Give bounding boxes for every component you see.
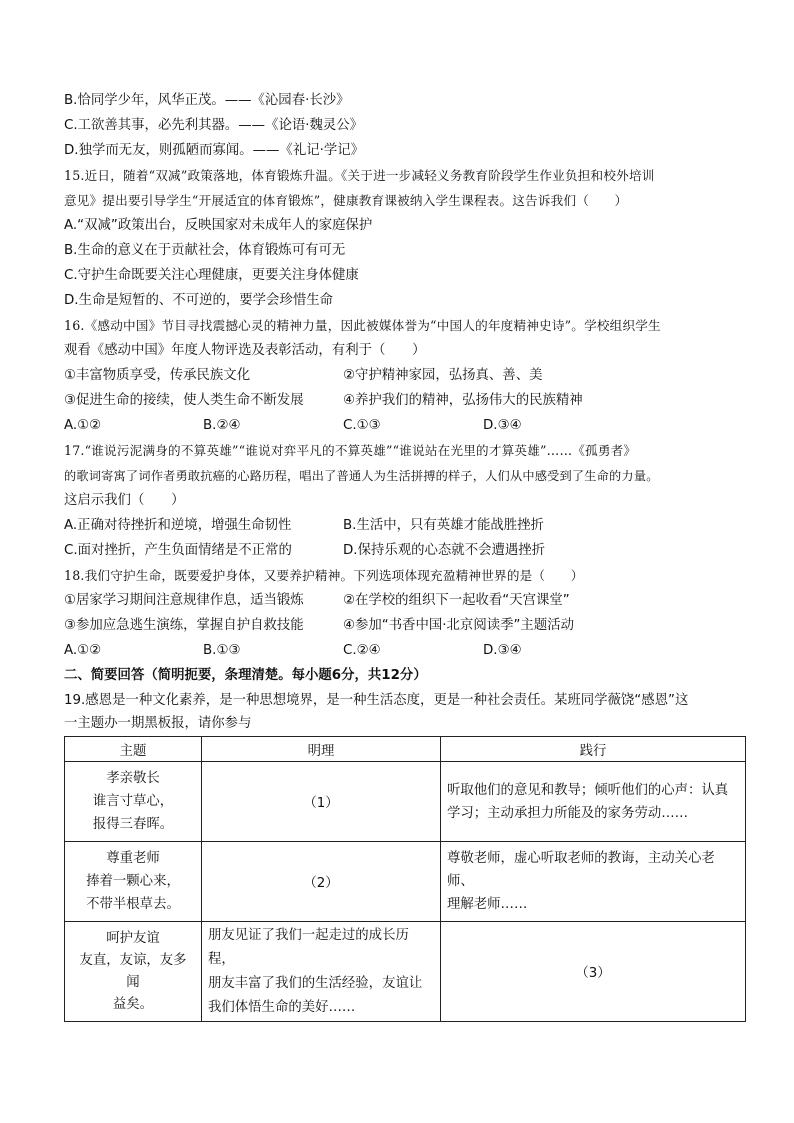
topic-quote-line: 报得三春晖。	[92, 817, 174, 832]
q18-option-c: C.②④	[343, 643, 381, 658]
q15-option-d: D.生命是短暂的、不可逆的，要学会珍惜生命	[64, 293, 333, 308]
q18-option-b: B.①③	[203, 643, 241, 658]
practice-line: 学习；主动承担力所能及的家务劳动……	[447, 805, 689, 821]
q16-option-a: A.①②	[64, 418, 102, 433]
answer-blank-2: （2）	[202, 842, 441, 922]
q17-option-b: B.生活中，只有英雄才能战胜挫折	[343, 518, 544, 533]
topic-quote-line: 闻	[126, 974, 140, 990]
topic-quote-line: 捧着一颗心来，	[86, 874, 180, 889]
answer-blank-1: （1）	[202, 762, 441, 842]
topic-title: 呵护友谊	[106, 930, 160, 946]
table-row	[65, 922, 746, 1022]
reason-cell	[202, 922, 441, 1022]
topic-quote-line: 不带半根草去。	[86, 897, 180, 912]
header-topic: 主题	[65, 737, 202, 762]
q19-stem-line1: 19.感恩是一种文化素养，是一种思想境界，是一种生活态度，更是一种社会责任。某班同学薇饶“感恩”这	[64, 693, 689, 708]
q18-statement-3: ③参加应急逃生演练，掌握自护自救技能	[64, 618, 304, 633]
answer-blank-3: （3）	[441, 922, 746, 1022]
q18-statement-1: ①居家学习期间注意规律作息，适当锻炼	[64, 593, 304, 608]
topic-title: 尊重老师	[106, 851, 160, 866]
blackboard-table	[64, 736, 746, 1022]
table-row	[65, 842, 746, 922]
table-header-row	[65, 737, 746, 762]
topic-quote-line: 谁言寸草心，	[92, 794, 174, 809]
q18-options-row	[64, 641, 744, 661]
header-practice: 践行	[441, 737, 746, 762]
q14-option-d: D.独学而无友，则孤陋而寡闻。——《礼记·学记》	[64, 143, 365, 158]
q18-option-d: D.③④	[483, 643, 522, 658]
q17-option-c: C.面对挫折，产生负面情绪是不正常的	[64, 543, 292, 558]
q15-stem-line2: 意见》提出要引导学生“开展适宜的体育锻炼”，健康教育课被纳入学生课程表。这告诉我们（ ）	[64, 193, 628, 208]
q14-option-c: C.工欲善其事，必先利其器。——《论语·魏灵公》	[64, 118, 364, 133]
q17-options-row2	[64, 541, 744, 561]
reason-line: 朋友见证了我们一起走过的成长历程，	[208, 927, 409, 967]
q16-statement-3: ③促进生命的接续，使人类生命不断发展	[64, 393, 304, 408]
q17-options-row1	[64, 516, 744, 536]
q16-statements-row2	[64, 391, 744, 411]
q16-stem-line2: 观看《感动中国》年度人物评选及表彰活动，有利于（ ）	[64, 343, 426, 358]
q18-statements-row1	[64, 591, 744, 611]
q17-stem-line3: 这启示我们（ ）	[64, 493, 185, 508]
header-reason: 明理	[202, 737, 441, 762]
q18-stem: 18.我们守护生命，既要爱护身体，又要养护精神。下列选项体现充盈精神世界的是（ ）	[64, 568, 584, 583]
practice-line: 尊敬老师，虚心听取老师的教诲，主动关心老师、	[447, 851, 715, 889]
q16-option-b: B.②④	[203, 418, 241, 433]
practice-cell	[441, 842, 746, 922]
q16-statements-row1	[64, 366, 744, 386]
q16-option-c: C.①③	[343, 418, 381, 433]
q18-statement-2: ②在学校的组织下一起收看“天宫课堂”	[343, 593, 570, 608]
q17-option-d: D.保持乐观的心态就不会遭遇挫折	[343, 543, 546, 558]
topic-cell	[65, 842, 202, 922]
q16-options-row	[64, 416, 744, 436]
topic-cell	[65, 762, 202, 842]
q18-option-a: A.①②	[64, 643, 102, 658]
reason-line: 朋友丰富了我们的生活经验，友谊让	[208, 975, 423, 991]
q18-statement-4: ④参加“书香中国·北京阅读季”主题活动	[343, 618, 574, 633]
q17-stem-line2: 的歌词寄寓了词作者勇敢抗癌的心路历程，唱出了普通人为生活拼搏的样子，人们从中感受到了生命的力量。	[64, 469, 659, 483]
q16-stem-line1: 16.《感动中国》节目寻找震撼心灵的精神力量，因此被媒体誉为“中国人的年度精神史诗”。学校组织学生	[64, 318, 661, 333]
section-heading: 二、简要回答（简明扼要，条理清楚。每小题6分，共12分）	[64, 668, 427, 683]
q18-statements-row2	[64, 616, 744, 636]
q15-option-a: A.“双减”政策出台，反映国家对未成年人的家庭保护	[64, 218, 373, 233]
practice-line: 听取他们的意见和教导；倾听他们的心声：认真	[447, 782, 729, 798]
q16-statement-2: ②守护精神家园，弘扬真、善、美	[343, 368, 543, 383]
q15-option-b: B.生命的意义在于贡献社会，体育锻炼可有可无	[64, 243, 346, 258]
q15-stem-line1: 15.近日，随着“双减”政策落地，体育锻炼升温。《关于进一步减轻义务教育阶段学生作业负担和校外培训	[64, 168, 655, 183]
reason-line: 我们体悟生命的美好……	[208, 999, 356, 1015]
practice-cell	[441, 762, 746, 842]
q14-option-b: B.恰同学少年，风华正茂。——《沁园春·长沙》	[64, 93, 350, 108]
topic-title: 孝亲敬长	[106, 771, 160, 786]
q17-stem-line1: 17.“谁说污泥满身的不算英雄”“谁说对弈平凡的不算英雄”“谁说站在光里的才算英雄”……《孤勇者》	[64, 443, 637, 458]
q19-stem-line2: 一主题办一期黑板报，请你参与	[64, 716, 252, 731]
q16-option-d: D.③④	[483, 418, 522, 433]
q15-option-c: C.守护生命既要关注心理健康，更要关注身体健康	[64, 268, 359, 283]
table-row	[65, 762, 746, 842]
topic-quote-line: 友直，友谅，友多	[79, 952, 187, 968]
q16-statement-4: ④养护我们的精神，弘扬伟大的民族精神	[343, 393, 583, 408]
q16-statement-1: ①丰富物质享受，传承民族文化	[64, 368, 251, 383]
q17-option-a: A.正确对待挫折和逆境，增强生命韧性	[64, 518, 292, 533]
topic-cell	[65, 922, 202, 1022]
practice-line: 理解老师……	[447, 897, 528, 912]
topic-quote-line: 益矣。	[112, 996, 154, 1012]
